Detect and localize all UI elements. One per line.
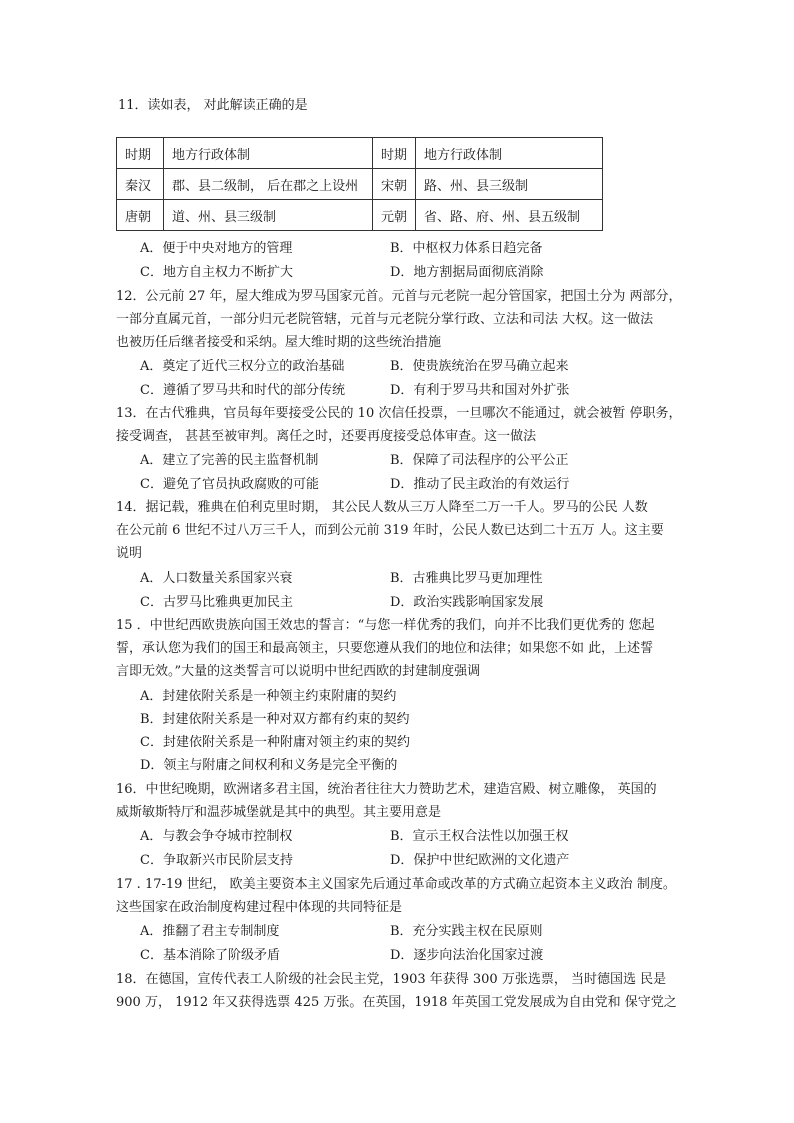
q13-option-a: A．建立了完善的民主监督机制 [140, 453, 319, 468]
q17-option-c: C．基本消除了阶级矛盾 [140, 948, 280, 963]
q18-stem-line-1: 18．在德国，宣传代表工人阶级的社会民主党，1903 年获得 300 万张选票， 当时德国选 民是 [116, 972, 667, 987]
table-header-row [117, 138, 603, 169]
q17-option-a: A．推翻了君主专制制度 [140, 924, 280, 939]
q11-option-b: B．中枢权力体系日趋完备 [390, 241, 543, 256]
q12-stem-line-3: 也被历任后继者接受和采纳。屋大维时期的这些统治措施 [116, 335, 442, 350]
q15-stem-line-3: 言即无效。”大量的这类誓言可以说明中世纪西欧的封建制度强调 [116, 664, 481, 679]
q16-option-d: D．保护中世纪欧洲的文化遗产 [390, 853, 570, 868]
q15-option-b: B．封建依附关系是一种对双方都有约束的契约 [140, 712, 410, 727]
q14-option-b: B．古雅典比罗马更加理性 [390, 571, 543, 586]
table-cell: 郡、县二级制， 后在郡之上设州 [164, 169, 373, 200]
table-row [117, 169, 603, 200]
q11-stem: 11．读如表， 对此解读正确的是 [118, 98, 308, 113]
q16-stem-line-2: 威斯敏斯特厅和温莎城堡就是其中的典型。其主要用意是 [116, 805, 442, 820]
q16-stem-line-1: 16．中世纪晚期，欧洲诸多君主国，统治者往往大力赞助艺术，建造宫殿、树立雕像， 英国的 [116, 782, 657, 797]
q15-option-d: D．领主与附庸之间权利和义务是完全平衡的 [140, 758, 398, 773]
q12-option-a: A．奠定了近代三权分立的政治基础 [140, 359, 345, 374]
q17-stem-line-2: 这些国家在政治制度构建过程中体现的共同特征是 [116, 900, 403, 915]
table-cell: 秦汉 [117, 169, 164, 200]
q18-stem-line-2: 900 万， 1912 年又获得选票 425 万张。在英国，1918 年英国工党发展成为自由党和 保守党之 [116, 995, 677, 1010]
table-cell: 省、路、府、州、县五级制 [416, 200, 603, 231]
table-cell: 元朝 [373, 200, 416, 231]
table-header-cell: 地方行政体制 [416, 138, 603, 169]
table-header-cell: 时期 [373, 138, 416, 169]
q14-option-c: C．古罗马比雅典更加民主 [140, 595, 293, 610]
q17-stem-line-1: 17 . 17-19 世纪， 欧美主要资本主义国家先后通过革命或改革的方式确立起资本主义政治 制度。 [116, 877, 676, 892]
q12-option-b: B．使贵族统治在罗马确立起来 [390, 359, 569, 374]
q15-option-c: C．封建依附关系是一种附庸对领主约束的契约 [140, 735, 410, 750]
q11-table [116, 137, 603, 231]
q17-option-d: D．逐步向法治化国家过渡 [390, 948, 544, 963]
q14-option-d: D．政治实践影响国家发展 [390, 595, 544, 610]
q11-option-d: D．地方割据局面彻底消除 [390, 265, 544, 280]
q12-stem-line-2: 一部分直属元首，一部分归元老院管辖，元首与元老院分掌行政、立法和司法 大权。这一做法 [116, 312, 654, 327]
q16-option-c: C．争取新兴市民阶层支持 [140, 853, 293, 868]
q14-option-a: A．人口数量关系国家兴衰 [140, 571, 293, 586]
table-cell: 唐朝 [117, 200, 164, 231]
q16-option-b: B．宣示王权合法性以加强王权 [390, 829, 569, 844]
table-cell: 宋朝 [373, 169, 416, 200]
q14-stem-line-1: 14．据记载，雅典在伯利克里时期， 其公民人数从三万人降至二万一千人。罗马的公民 人数 [116, 500, 648, 515]
q11-option-c: C．地方自主权力不断扩大 [140, 265, 293, 280]
table-row [117, 200, 603, 231]
q15-stem-line-2: 誓，承认您为我们的国王和最高领主，只要您遵从我们的地位和法律；如果您不如 此，上述誓 [116, 641, 654, 656]
q16-option-a: A．与教会争夺城市控制权 [140, 829, 293, 844]
q13-option-d: D．推动了民主政治的有效运行 [390, 477, 570, 492]
table-cell: 道、州、县三级制 [164, 200, 373, 231]
q12-option-c: C．遵循了罗马共和时代的部分传统 [140, 383, 345, 398]
q12-option-d: D．有利于罗马共和国对外扩张 [390, 383, 570, 398]
q14-stem-line-3: 说明 [116, 546, 143, 561]
table-header-cell: 时期 [117, 138, 164, 169]
q15-stem-line-1: 15 ．中世纪西欧贵族向国王效忠的誓言：“与您一样优秀的我们，向并不比我们更优秀的 您起 [116, 618, 655, 633]
q17-option-b: B．充分实践主权在民原则 [390, 924, 543, 939]
q13-stem-line-1: 13．在古代雅典，官员每年要接受公民的 10 次信任投票，一旦哪次不能通过，就会被暂 停职务， [116, 406, 682, 421]
table-cell: 路、州、县三级制 [416, 169, 603, 200]
q12-stem-line-1: 12．公元前 27 年，屋大维成为罗马国家元首。元首与元老院一起分管国家，把国土分为 两部分， [116, 289, 682, 304]
q15-option-a: A．封建依附关系是一种领主约束附庸的契约 [140, 689, 397, 704]
q11-option-a: A．便于中央对地方的管理 [140, 241, 293, 256]
q13-stem-line-2: 接受调查， 甚甚至被审判。离任之时，还要再度接受总体审查。这一做法 [116, 429, 537, 444]
q13-option-b: B．保障了司法程序的公平公正 [390, 453, 569, 468]
q13-option-c: C．避免了官员执政腐败的可能 [140, 477, 319, 492]
q14-stem-line-2: 在公元前 6 世纪不过八万三千人，而到公元前 319 年时，公民人数已达到二十五万 人。这主要 [116, 523, 664, 538]
table-header-cell: 地方行政体制 [164, 138, 373, 169]
